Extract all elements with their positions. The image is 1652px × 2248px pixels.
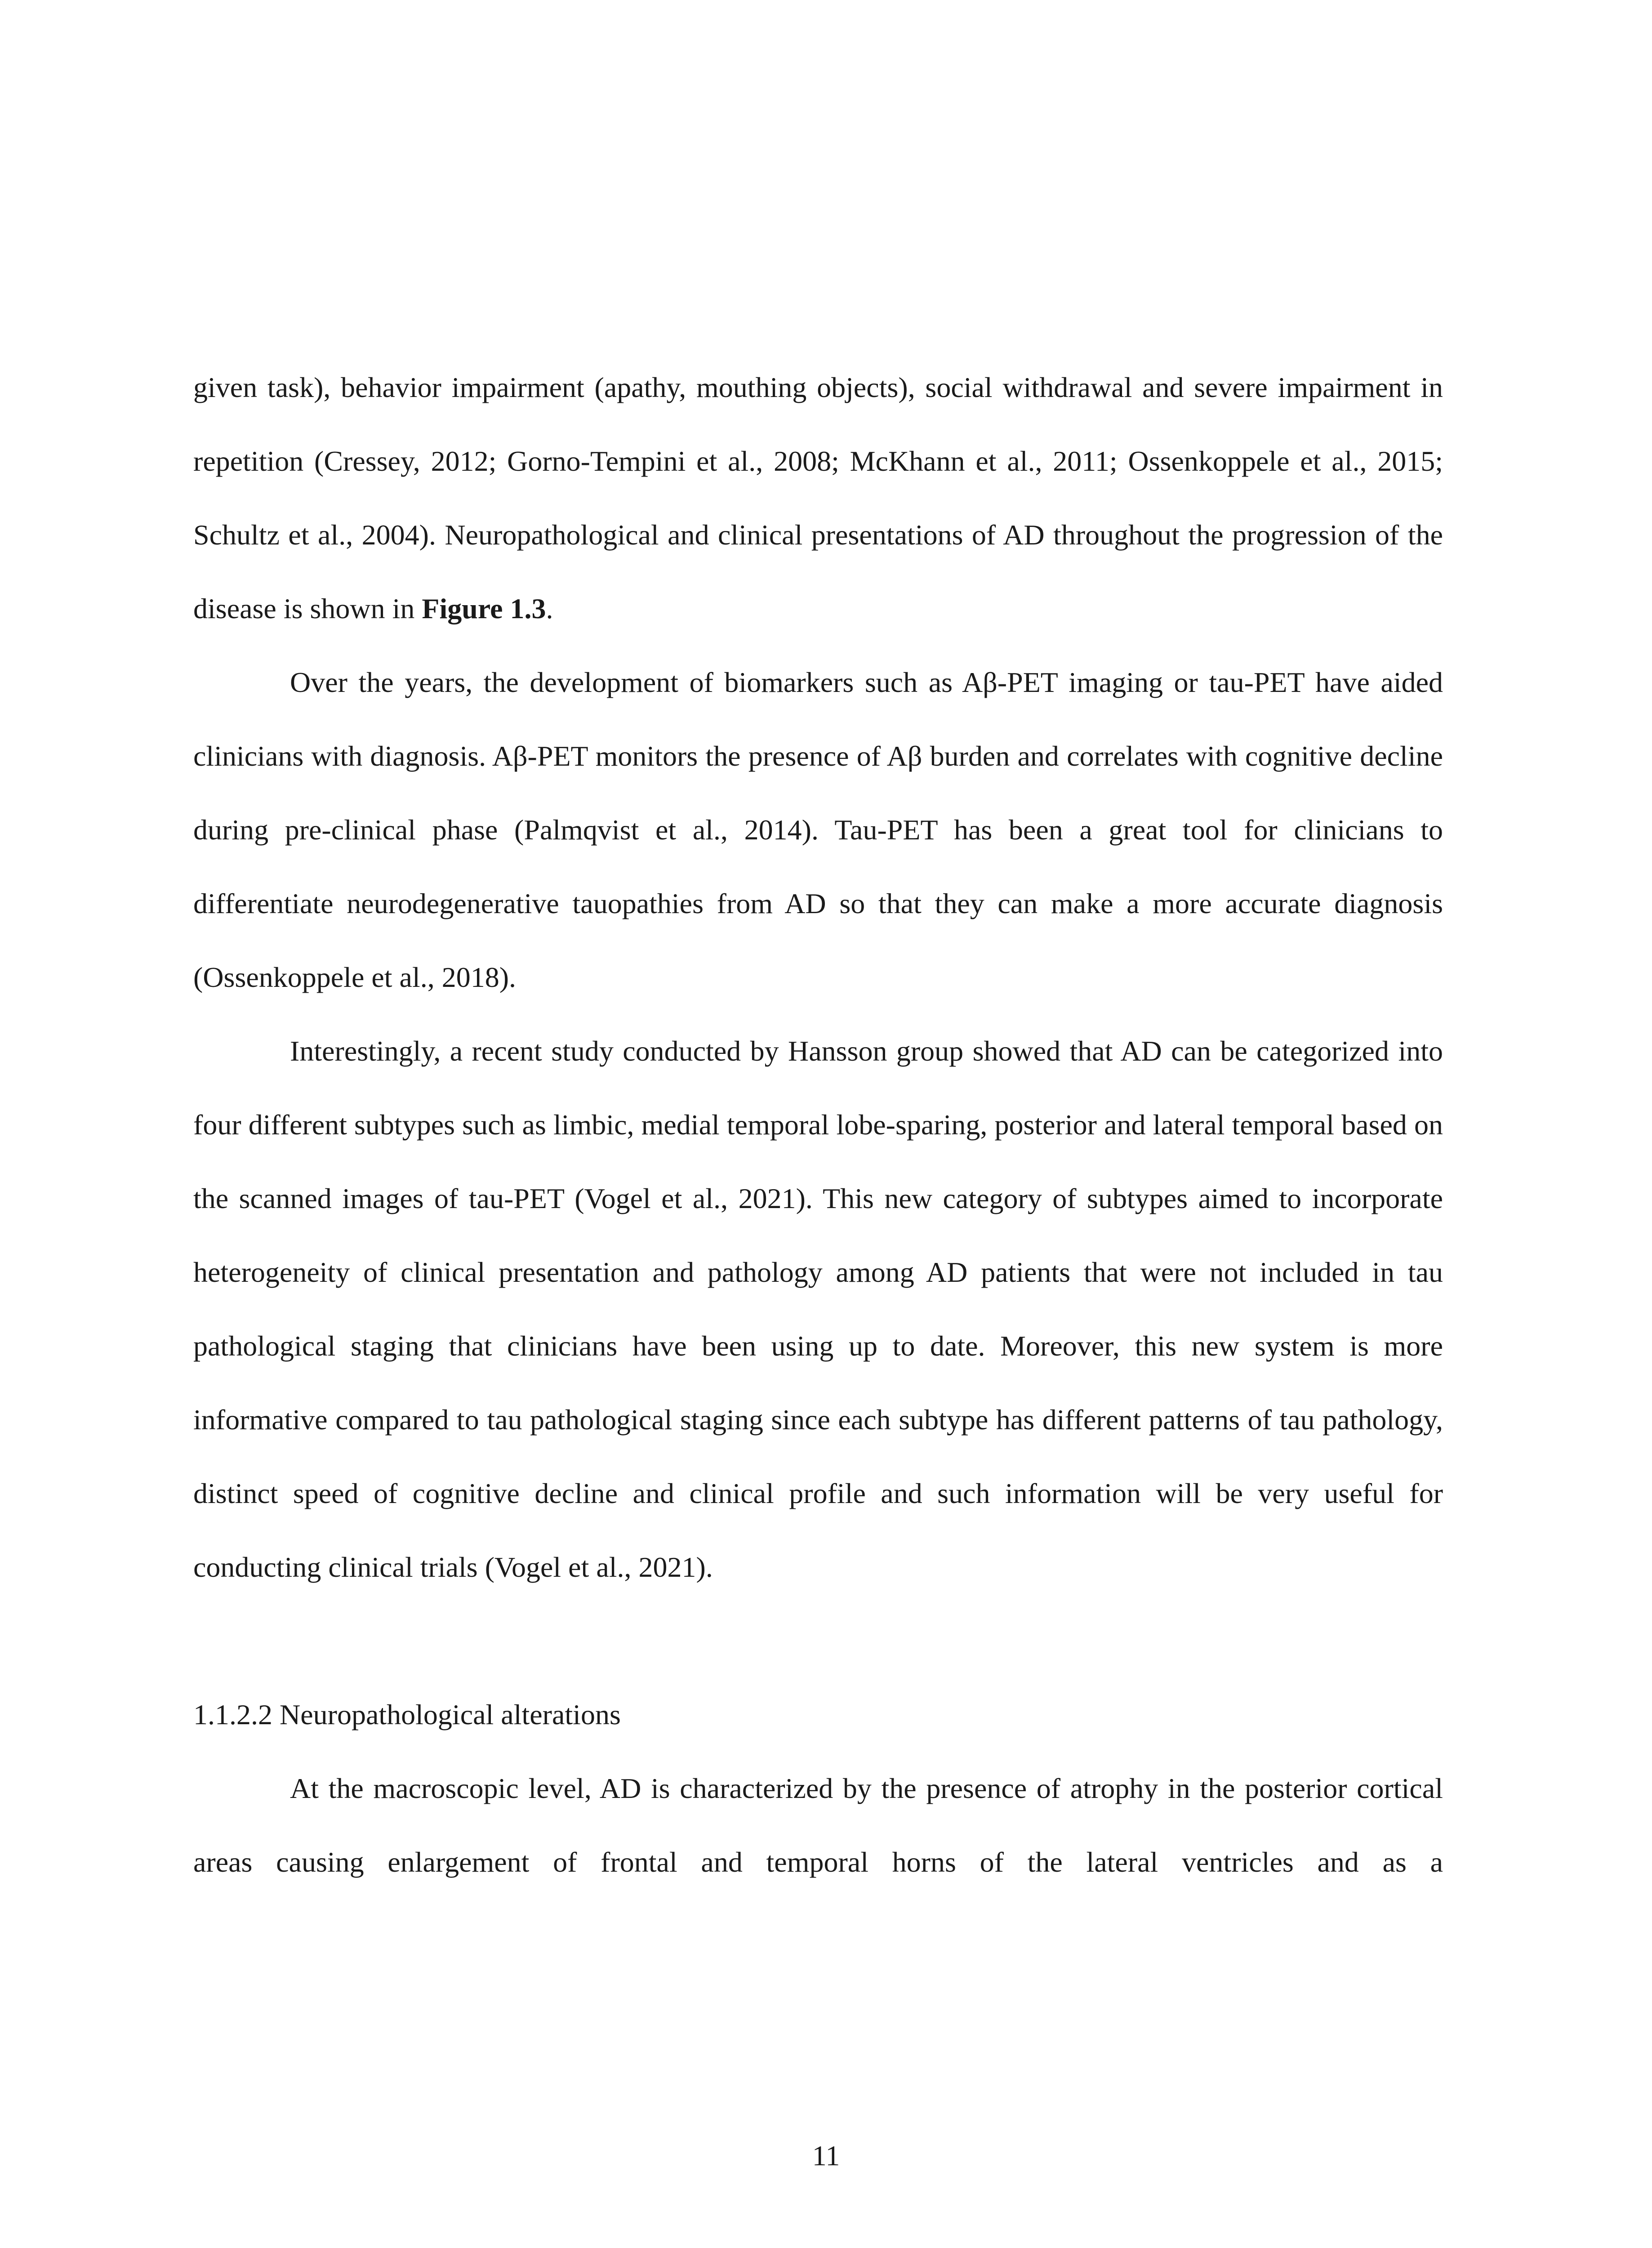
document-body xyxy=(193,351,1443,1899)
paragraph-end-punctuation: . xyxy=(546,593,553,624)
page-number: 11 xyxy=(812,2140,840,2172)
paragraph-biomarkers: Over the years, the development of biomarkers such as Aβ-PET imaging or tau-PET have aided clinicians with diagnosis. Aβ-PET monitors the presence of Aβ burden and correlates with cognitive decline during pre-clinical phase (Palmqvist et al., 2014). Tau-PET has been a great tool for clinicians to differentiate neurodegenerative tauopathies from AD so that they can make a more accurate diagnosis (Ossenkoppele et al., 2018). xyxy=(193,666,1443,993)
paragraph-continuation xyxy=(193,351,1443,646)
paragraph-neuropathology: At the macroscopic level, AD is characterized by the presence of atrophy in the posterior cortical areas causing enlargement of frontal and temporal horns of the lateral ventricles and as a xyxy=(193,1772,1443,1878)
figure-reference: Figure 1.3 xyxy=(422,593,546,624)
paragraph-subtypes: Interestingly, a recent study conducted by Hansson group showed that AD can be categorized into four different subtypes such as limbic, medial temporal lobe-sparing, posterior and lateral temporal based on the scanned images of tau-PET (Vogel et al., 2021). This new category of subtypes aimed to incorporate heterogeneity of clinical presentation and pathology among AD patients that were not included in tau pathological staging that clinicians have been using up to date. Moreover, this new system is more informative compared to tau pathological staging since each subtype has different patterns of tau pathology, distinct speed of cognitive decline and clinical profile and such information will be very useful for conducting clinical trials (Vogel et al., 2021). xyxy=(193,1035,1443,1583)
section-heading: 1.1.2.2 Neuropathological alterations xyxy=(193,1699,621,1731)
paragraph-text: given task), behavior impairment (apathy, mouthing objects), social withdrawal and severe impairment in repetition (Cressey, 2012; Gorno-Tempini et al., 2008; McKhann et al., 2011; Ossenkoppele et al., 2015; Schultz et al., 2004). Neuropathological and clinical presentations of AD throughout the progression of the disease is shown in xyxy=(193,371,1443,624)
